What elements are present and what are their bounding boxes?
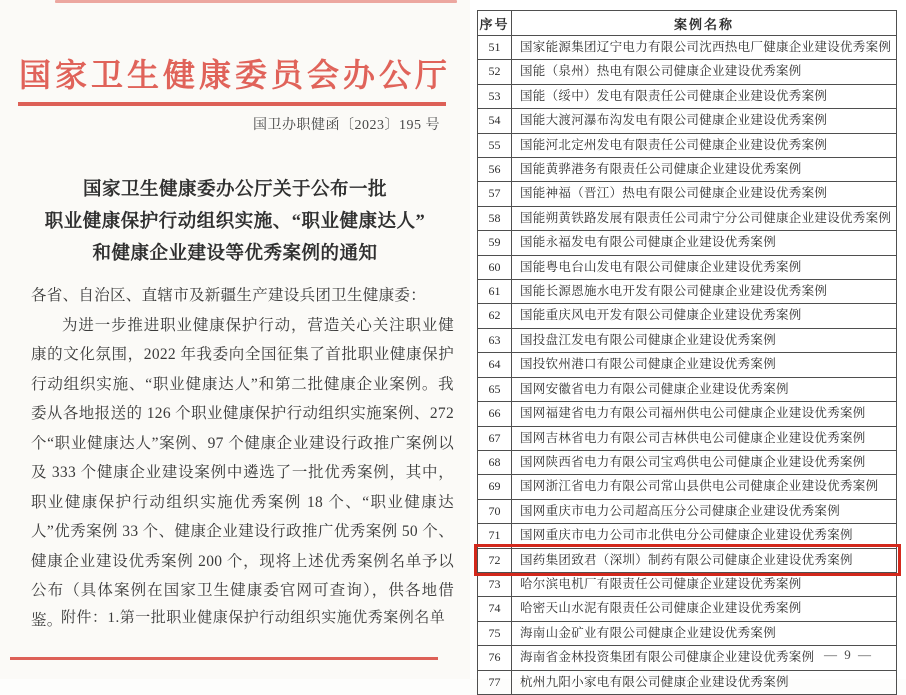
case-name: 国网福建省电力有限公司福州供电公司健康企业建设优秀案例	[512, 402, 897, 426]
table-row	[478, 133, 897, 157]
case-name: 国家能源集团辽宁电力有限公司沈西热电厂健康企业建设优秀案例	[512, 36, 897, 60]
table-row	[478, 450, 897, 474]
case-number: 56	[478, 158, 512, 182]
salutation-line: 各省、自治区、直辖市及新疆生产建设兵团卫生健康委：	[31, 287, 427, 304]
table-row	[478, 402, 897, 426]
table-row	[478, 621, 897, 645]
table-row	[478, 572, 897, 596]
title-line-1: 国家卫生健康委办公厅关于公布一批	[82, 180, 387, 200]
case-number: 65	[478, 377, 512, 401]
case-number: 52	[478, 60, 512, 84]
table-row	[478, 109, 897, 133]
case-number: 73	[478, 572, 512, 596]
case-number: 61	[478, 280, 512, 304]
case-name: 海南山金矿业有限公司健康企业建设优秀案例	[512, 621, 897, 645]
case-name: 国能重庆风电开发有限公司健康企业建设优秀案例	[512, 304, 897, 328]
case-name: 国投钦州港口有限公司健康企业建设优秀案例	[512, 353, 897, 377]
column-header-seq: 序号	[478, 11, 512, 36]
case-name: 国能神福（晋江）热电有限公司健康企业建设优秀案例	[512, 182, 897, 206]
case-name: 国投盘江发电有限公司健康企业建设优秀案例	[512, 328, 897, 352]
table-row	[478, 280, 897, 304]
column-header-case-name: 案例名称	[512, 11, 897, 36]
case-number: 63	[478, 328, 512, 352]
scan-top-artifact	[55, 0, 457, 3]
case-number: 67	[478, 426, 512, 450]
table-row	[478, 524, 897, 548]
document-masthead: 国家卫生健康委员会办公厅	[18, 57, 451, 93]
title-line-2: 职业健康保护行动组织实施、“职业健康达人”	[44, 212, 426, 232]
body-paragraph: 为进一步推进职业健康保护行动，营造关心关注职业健康的文化氛围，2022 年我委向全国征集了首批职业健康保护行动组织实施、“职业健康达人”和第二批健康企业案例。我委从各地报送的 126 个职业健康保护行动组织实施案例、272 个“职业健康达人”案例、97 个健康企业建设行政推广案例以及 333 个健康企业建设案例中遴选了一批优秀案例，其中，职业健康保护行动组织实施优秀案例 18 个、“职业健康达人”优秀案例 33 个、健康企业建设行政推广优秀案例 50 个、健康企业建设优秀案例 200 个，现将上述优秀案例名单予以公布（具体案例在国家卫生健康委官网可查询），供各地借鉴。	[31, 316, 454, 629]
table-row	[478, 328, 897, 352]
case-number: 71	[478, 524, 512, 548]
case-number: 58	[478, 206, 512, 230]
masthead-double-rule	[18, 102, 446, 106]
table-header-row	[478, 11, 897, 36]
case-number: 54	[478, 109, 512, 133]
table-row	[478, 84, 897, 108]
case-name: 国药集团致君（深圳）制药有限公司健康企业建设优秀案例	[512, 548, 897, 572]
footer-double-rule	[10, 657, 438, 660]
case-number: 76	[478, 646, 512, 670]
table-row	[478, 182, 897, 206]
case-name: 哈尔滨电机厂有限责任公司健康企业建设优秀案例	[512, 572, 897, 596]
case-number: 69	[478, 475, 512, 499]
case-name: 国网安徽省电力有限公司健康企业建设优秀案例	[512, 377, 897, 401]
case-name: 国网浙江省电力有限公司常山县供电公司健康企业建设优秀案例	[512, 475, 897, 499]
document-title	[20, 174, 450, 270]
table-row	[478, 670, 897, 694]
case-name: 国能粤电台山发电有限公司健康企业建设优秀案例	[512, 255, 897, 279]
case-name: 海南省金林投资集团有限公司健康企业建设优秀案例	[512, 646, 897, 670]
table-row	[478, 353, 897, 377]
case-name: 国能朔黄铁路发展有限责任公司肃宁分公司健康企业建设优秀案例	[512, 206, 897, 230]
table-row	[478, 36, 897, 60]
case-name: 国能黄骅港务有限责任公司健康企业建设优秀案例	[512, 158, 897, 182]
table-row	[478, 158, 897, 182]
table-row	[478, 60, 897, 84]
case-name: 杭州九阳小家电有限公司健康企业建设优秀案例	[512, 670, 897, 694]
title-line-3: 和健康企业建设等优秀案例的通知	[92, 244, 378, 264]
case-number: 77	[478, 670, 512, 694]
case-number: 57	[478, 182, 512, 206]
case-number: 72	[478, 548, 512, 572]
table-row	[478, 499, 897, 523]
table-row	[478, 206, 897, 230]
case-number: 70	[478, 499, 512, 523]
case-table	[477, 10, 897, 695]
case-name: 哈密天山水泥有限责任公司健康企业建设优秀案例	[512, 597, 897, 621]
case-name: 国能永福发电有限公司健康企业建设优秀案例	[512, 231, 897, 255]
case-name: 国网吉林省电力有限公司吉林供电公司健康企业建设优秀案例	[512, 426, 897, 450]
case-list-page	[470, 0, 906, 689]
case-name: 国能长源恩施水电开发有限公司健康企业建设优秀案例	[512, 280, 897, 304]
case-name: 国能（泉州）热电有限公司健康企业建设优秀案例	[512, 60, 897, 84]
table-row	[478, 377, 897, 401]
case-name: 国能河北定州发电有限责任公司健康企业建设优秀案例	[512, 133, 897, 157]
case-number: 75	[478, 621, 512, 645]
case-number: 55	[478, 133, 512, 157]
table-row	[478, 426, 897, 450]
document-number: 国卫办职健函〔2023〕195 号	[253, 118, 440, 133]
case-number: 62	[478, 304, 512, 328]
case-name: 国网陕西省电力有限公司宝鸡供电公司健康企业建设优秀案例	[512, 450, 897, 474]
table-row	[478, 255, 897, 279]
table-row	[478, 304, 897, 328]
case-number: 64	[478, 353, 512, 377]
case-number: 74	[478, 597, 512, 621]
page-number: — 9 —	[824, 647, 873, 662]
attachment-line: 附件：1.第一批职业健康保护行动组织实施优秀案例名单	[61, 610, 446, 626]
table-row	[478, 475, 897, 499]
case-number: 53	[478, 84, 512, 108]
case-number: 60	[478, 255, 512, 279]
case-number: 59	[478, 231, 512, 255]
case-name: 国能（绥中）发电有限责任公司健康企业建设优秀案例	[512, 84, 897, 108]
case-number: 68	[478, 450, 512, 474]
case-number: 66	[478, 402, 512, 426]
case-name: 国网重庆市电力公司市北供电分公司健康企业建设优秀案例	[512, 524, 897, 548]
table-row	[478, 231, 897, 255]
case-name: 国能大渡河瀑布沟发电有限公司健康企业建设优秀案例	[512, 109, 897, 133]
case-name: 国网重庆市电力公司超高压分公司健康企业建设优秀案例	[512, 499, 897, 523]
table-row	[478, 548, 897, 572]
document-body	[31, 281, 454, 635]
table-row	[478, 597, 897, 621]
case-number: 51	[478, 36, 512, 60]
